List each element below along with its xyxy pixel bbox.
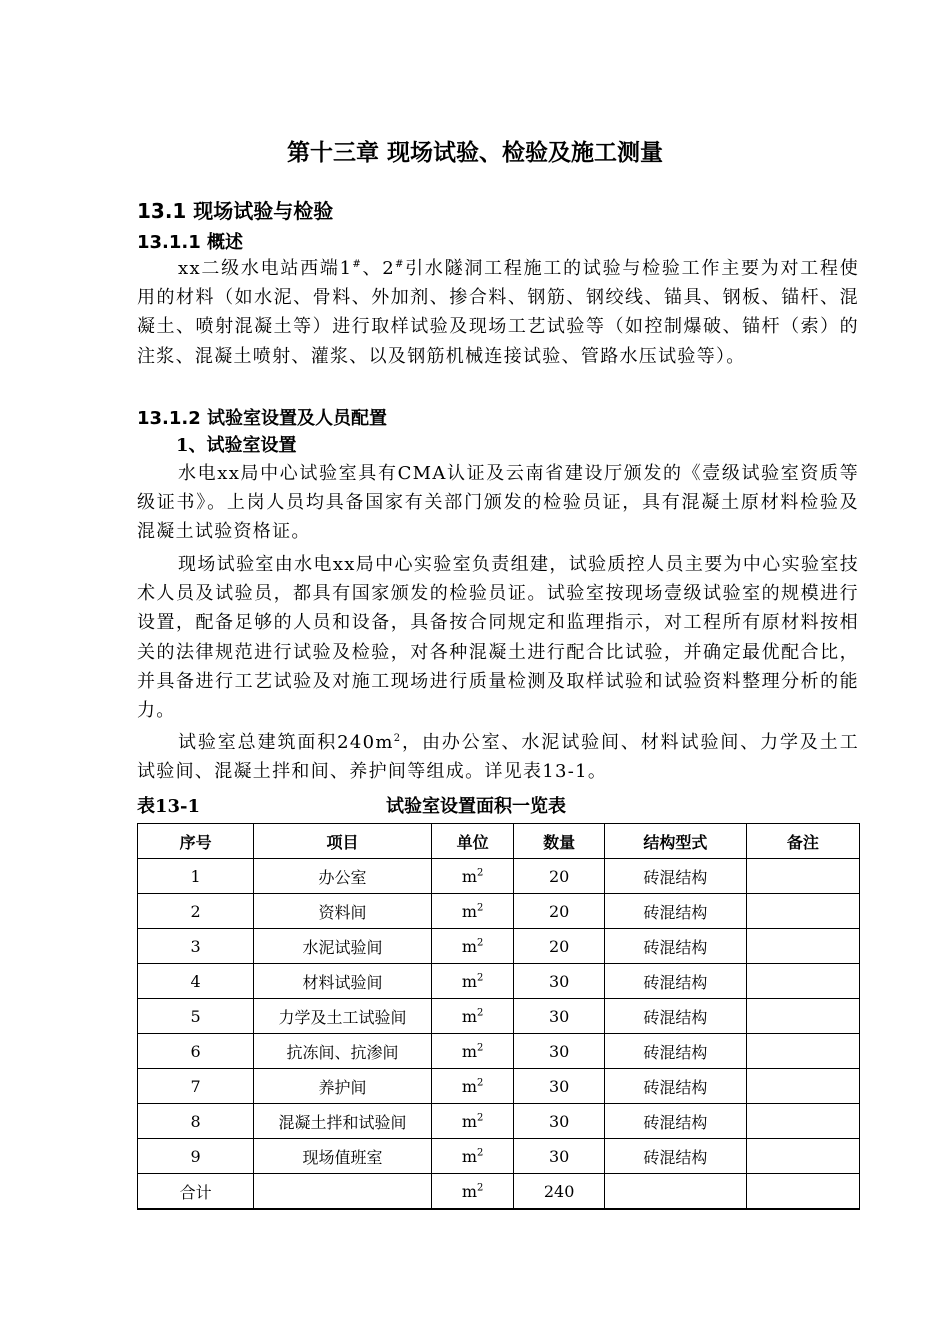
table-row — [138, 929, 860, 964]
table-caption — [137, 792, 859, 820]
header-qty: 数量 — [514, 824, 604, 859]
lab-area-sup: 2 — [393, 733, 402, 744]
cell-no: 4 — [138, 964, 254, 999]
lab-area-paragraph — [137, 728, 859, 786]
cell-item: 力学及土工试验间 — [254, 999, 432, 1034]
cell-item: 现场值班室 — [254, 1139, 432, 1174]
overview-paragraph — [137, 254, 859, 371]
cell-no: 6 — [138, 1034, 254, 1069]
cell-unit: $m^2$ — [431, 1174, 513, 1209]
overview-text-c: 引水隧洞工程施工的试验与检验工作主要为对工程使用的材料（如水泥、骨料、外加剂、掺合料、钢筋、钢绞线、锚具、钢板、锚杆、混凝土、喷射混凝土等）进行取样试验及现场工艺试验等（如控制爆破、锚杆（索）的注浆、混凝土喷射、灌浆、以及钢筋机械连接试验、管路水压试验等）。 — [137, 258, 859, 367]
cell-structure: 砖混结构 — [604, 1139, 746, 1174]
cell-structure: 砖混结构 — [604, 1104, 746, 1139]
cell-qty: 30 — [514, 999, 604, 1034]
cell-unit: $m^2$ — [431, 1034, 513, 1069]
section-heading-13-1-1: 13.1.1 概述 — [137, 232, 244, 253]
cell-note — [746, 999, 859, 1034]
cell-structure: 砖混结构 — [604, 964, 746, 999]
cell-note — [746, 1069, 859, 1104]
cell-item: 办公室 — [254, 859, 432, 894]
cell-qty: 30 — [514, 1034, 604, 1069]
cell-note — [746, 894, 859, 929]
cell-note — [746, 1034, 859, 1069]
cell-item: 材料试验间 — [254, 964, 432, 999]
overview-text-a: xx二级水电站西端1 — [178, 258, 353, 279]
header-item: 项目 — [254, 824, 432, 859]
cell-no: 8 — [138, 1104, 254, 1139]
overview-sup-2: # — [395, 259, 405, 270]
cell-qty: 30 — [514, 1104, 604, 1139]
lab-qualification-paragraph: 水电xx局中心试验室具有CMA认证及云南省建设厅颁发的《壹级试验室资质等级证书》。上岗人员均具备国家有关部门颁发的检验员证，具有混凝土原材料检验及混凝土试验资格证。 — [137, 463, 859, 543]
cell-item: 抗冻间、抗渗间 — [254, 1034, 432, 1069]
lab-area-text-b: ，由办公室、水泥试验间、材料试验间、力学及土工试验间、混凝土拌和间、养护间等组成。详见表13-1。 — [137, 732, 859, 783]
cell-item: 水泥试验间 — [254, 929, 432, 964]
lab-organization-paragraph: 现场试验室由水电xx局中心实验室负责组建，试验质控人员主要为中心实验室技术人员及试验员，都具有国家颁发的检验员证。试验室按现场壹级试验室的规模进行设置，配备足够的人员和设备，具备按合同规定和监理指示，对工程所有原材料按相关的法律规范进行试验及检验，对各种混凝土进行配合比试验，并确定最优配合比，并具备进行工艺试验及对施工现场进行质量检测及取样试验和试验资料整理分析的能力。 — [137, 554, 859, 722]
cell-unit: $m^2$ — [431, 894, 513, 929]
cell-unit: $m^2$ — [431, 1139, 513, 1174]
cell-structure: 砖混结构 — [604, 929, 746, 964]
cell-no: 9 — [138, 1139, 254, 1174]
cell-unit: $m^2$ — [431, 929, 513, 964]
table-caption-title: 试验室设置面积一览表 — [386, 796, 566, 817]
cell-unit: $m^2$ — [431, 1069, 513, 1104]
cell-item: 资料间 — [254, 894, 432, 929]
overview-text-b: 、2 — [362, 258, 396, 279]
cell-qty: 30 — [514, 1139, 604, 1174]
cell-item: 混凝土拌和试验间 — [254, 1104, 432, 1139]
cell-unit: $m^2$ — [431, 859, 513, 894]
cell-note — [746, 929, 859, 964]
cell-note — [746, 1104, 859, 1139]
cell-structure: 砖混结构 — [604, 999, 746, 1034]
table-total-row — [138, 1174, 860, 1209]
table-row — [138, 1104, 860, 1139]
table-header-row — [138, 824, 860, 859]
cell-structure: 砖混结构 — [604, 894, 746, 929]
table-row — [138, 894, 860, 929]
cell-no: 5 — [138, 999, 254, 1034]
cell-note — [746, 859, 859, 894]
overview-sup-1: # — [352, 259, 363, 270]
table-row — [138, 859, 860, 894]
cell-note — [746, 964, 859, 999]
table-caption-label: 表13-1 — [137, 796, 201, 817]
cell-qty: 30 — [514, 1069, 604, 1104]
cell-qty: 20 — [514, 929, 604, 964]
cell-no: 3 — [138, 929, 254, 964]
cell-item: 养护间 — [254, 1069, 432, 1104]
table-row — [138, 1139, 860, 1174]
section-heading-13-1: 13.1 现场试验与检验 — [137, 199, 334, 223]
subheading-lab-setup: 1、试验室设置 — [176, 435, 297, 456]
cell-item — [254, 1174, 432, 1209]
header-unit: 单位 — [431, 824, 513, 859]
cell-total-qty: 240 — [514, 1174, 604, 1209]
cell-qty: 30 — [514, 964, 604, 999]
cell-structure: 砖混结构 — [604, 1034, 746, 1069]
cell-note — [746, 1139, 859, 1174]
lab-area-text-a: 试验室总建筑面积240m — [178, 732, 394, 753]
table-row — [138, 1034, 860, 1069]
cell-no: 7 — [138, 1069, 254, 1104]
cell-no: 1 — [138, 859, 254, 894]
header-note: 备注 — [746, 824, 859, 859]
cell-unit: $m^2$ — [431, 1104, 513, 1139]
cell-no: 2 — [138, 894, 254, 929]
cell-structure: 砖混结构 — [604, 1069, 746, 1104]
cell-qty: 20 — [514, 859, 604, 894]
table-row — [138, 999, 860, 1034]
cell-total-label: 合计 — [138, 1174, 254, 1209]
header-structure: 结构型式 — [604, 824, 746, 859]
section-heading-13-1-2: 13.1.2 试验室设置及人员配置 — [137, 408, 388, 429]
cell-unit: $m^2$ — [431, 964, 513, 999]
table-row — [138, 1069, 860, 1104]
cell-unit: $m^2$ — [431, 999, 513, 1034]
header-no: 序号 — [138, 824, 254, 859]
table-row — [138, 964, 860, 999]
cell-note — [746, 1174, 859, 1209]
cell-structure: 砖混结构 — [604, 859, 746, 894]
lab-area-table — [137, 823, 860, 1209]
cell-structure — [604, 1174, 746, 1209]
chapter-title: 第十三章 现场试验、检验及施工测量 — [286, 140, 663, 166]
cell-qty: 20 — [514, 894, 604, 929]
